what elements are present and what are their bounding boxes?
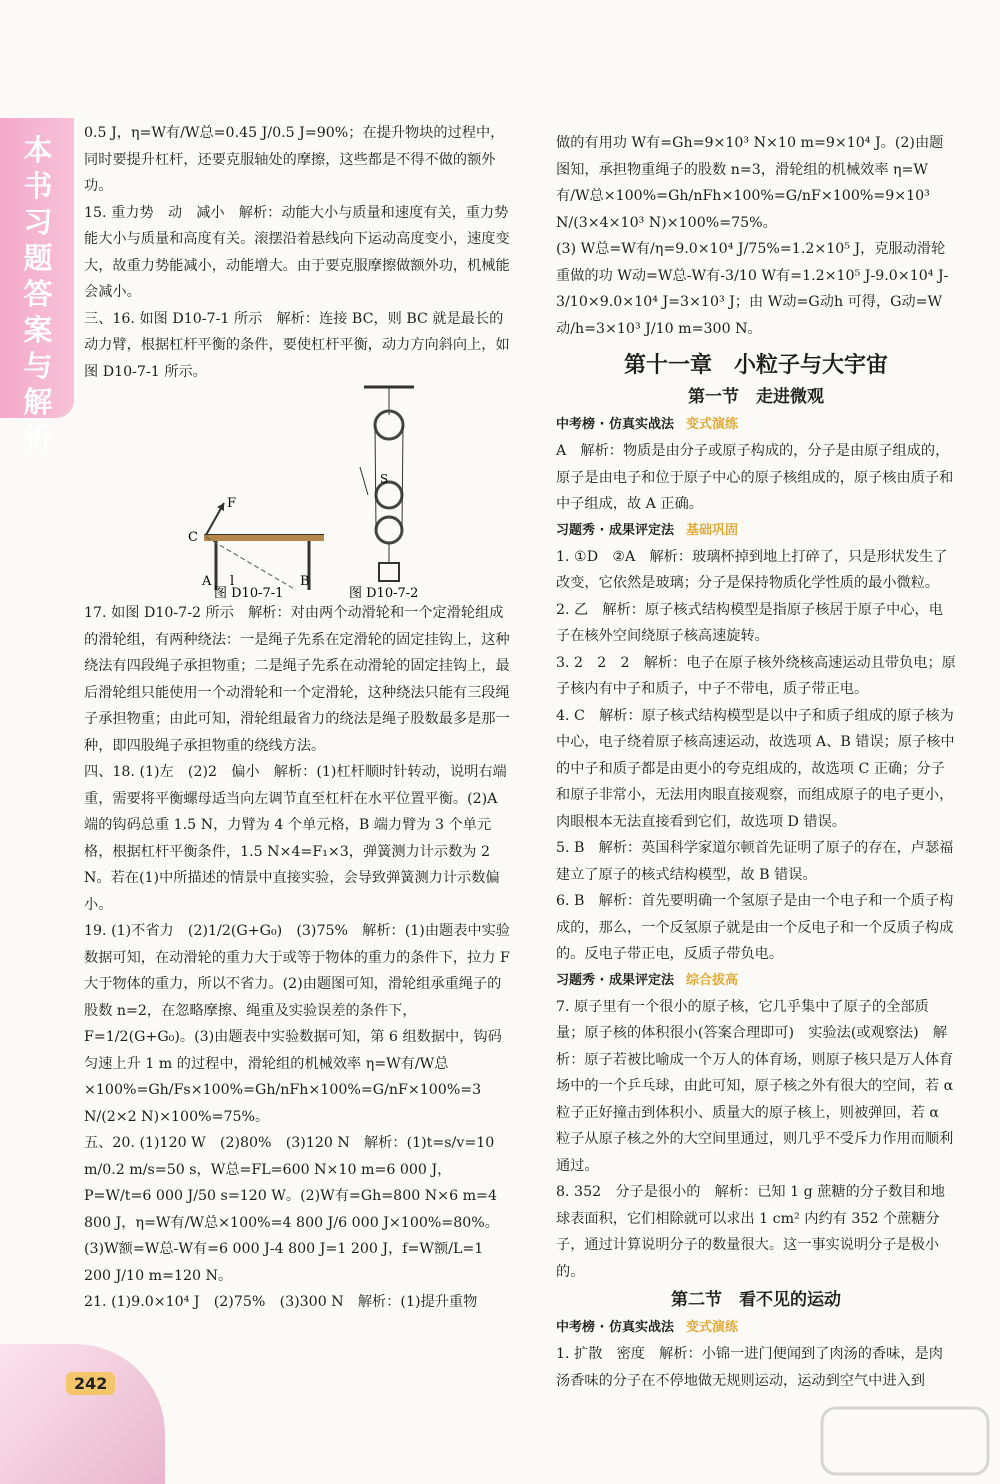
side-tab-label: 本书习题答案与解析 [23, 133, 53, 455]
answer-21: 21. (1)9.0×10⁴ J (2)75% (3)300 N 解析：(1)提升重物 [84, 1294, 478, 1310]
label-text: 中考榜 · 仿真实战法 [556, 1320, 674, 1335]
label-l: l [230, 574, 235, 589]
label-zhongkao-2 [556, 1315, 956, 1341]
fig1-caption: 图 D10-7-1 [214, 586, 284, 600]
answer-20: 五、20. (1)120 W (2)80% (3)120 N 解析：(1)t=s/v=10 m/0.2 m/s=50 s，W总=FL=600 N×10 m=6 000 J，P=W/t=6 000 J/50 s=120 W。(2)W有=Gh=800 N×6 m=4 800 J，η=W有/W总×100%=4 800 J/6 000 J×100%=80%。(3)W额=W总-W有=6 000 J-4 800 J=1 200 J，f=W额/L=1 200 J/10 m=120 N。 [84, 1135, 499, 1284]
label-zhongkao [556, 412, 956, 438]
answer-21-part3: (3) W总=W有/η=9.0×10⁴ J/75%=1.2×10⁵ J，克服动滑轮重做的功 W动=W总-W有-3/10 W有=1.2×10⁵ J-9.0×10⁴ J-3/10×9.0×10⁴ J=3×10³ J；由 W动=G动h 可得，G动=W动/h=3×10³ J/10 m=300 N。 [556, 241, 949, 337]
answer-15: 15. 重力势 动 减小 解析：动能大小与质量和速度有关，重力势能大小与质量和高度有关。滚摆沿着悬线向下运动高度变小，速度变大，故重力势能减小，动能增大。由于要克服摩擦做额外功，机械能会减小。 [84, 204, 510, 300]
answer-para: 0.5 J，η=W有/W总=0.45 J/0.5 J=90%；在提升物块的过程中，同时要提升杠杆，还要克服轴处的摩擦，这些都是不得不做的额外功。 [84, 125, 505, 194]
answer-19: 19. (1)不省力 (2)1/2(G+G₀) (3)75% 解析：(1)由题表中实验数据可知，在动滑轮的重力大于或等于物体的重力的条件下，拉力 F 大于物体的重力，所以不省力。(2)由题图可知，滑轮组承重绳子的股数 n=2，在忽略摩擦、绳重及实验误差的条件下，F=1/2(G+G₀)。(3)由题表中实验数据可知，第 6 组数据中，钩码匀速上升 1 m 的过程中，滑轮组的机械效率 η=W有/W总×100%=Gh/Fs×100%=Gh/nFh×100%=G/nF×100%=3 N/(2×2 N)×100%=75%。 [84, 923, 510, 1125]
tag-text: 综合拔高 [686, 972, 739, 988]
s1-item: 2. 乙 解析：原子核式结构模型是指原子核居于原子中心，电子在核外空间绕原子核高速旋转。 [556, 601, 943, 644]
left-column [84, 120, 514, 1316]
s1-item: 5. B 解析：英国科学家道尔顿首先证明了原子的存在，卢瑟福建立了原子的核式结构模型，故 B 错误。 [556, 840, 954, 883]
section1-title: 第一节 走进微观 [688, 387, 824, 407]
label-S: S [380, 472, 389, 486]
s1-item: 6. B 解析：首先要明确一个氢原子是由一个电子和一个质子构成的，那么，一个反氢原子就是由一个反电子和一个反质子构成的。反电子带正电，反质子带负电。 [556, 893, 954, 962]
figures-svg [84, 385, 514, 600]
label-C: C [188, 530, 198, 545]
answer-16: 三、16. 如图 D10-7-1 所示 解析：连接 BC，则 BC 就是最长的动力臂，根据杠杆平衡的条件，要使杠杆平衡，动力方向斜向上，如图 D10-7-1 所示。 [84, 310, 510, 380]
chapter-title: 第十一章 小粒子与大宇宙 [623, 353, 888, 378]
tag-text: 变式演练 [686, 417, 739, 432]
tag-text: 变式演练 [686, 1320, 739, 1335]
s1-item: 4. C 解析：原子核式结构模型是以中子和质子组成的原子核为中心，电子绕着原子核高速运动，故选项 A、B 错误；原子核中的中子和质子都是由更小的夸克组成的，故选项 C 正确；分子和原子非常小，无法用肉眼直接观察，而组成原子的电子更小，肉眼根本无法直接看到它们，故选项 D 错误。 [556, 707, 955, 830]
page-number: 242 [66, 1372, 115, 1395]
side-tab [0, 118, 74, 455]
s1-variant: A 解析：物质是由分子或原子构成的，分子是由原子组成的，原子是由电子和位于原子中心的原子核组成的，原子核由质子和中子组成，故 A 正确。 [556, 443, 954, 512]
label-A: A [202, 574, 212, 589]
label-text: 习题秀 · 成果评定法 [556, 972, 674, 988]
label-xitixiu [556, 518, 956, 544]
label-xitixiu-2 [556, 968, 956, 994]
label-text: 中考榜 · 仿真实战法 [556, 417, 674, 432]
label-F: F [227, 496, 237, 511]
answer-18: 四、18. (1)左 (2)2 偏小 解析：(1)杠杆顺时针转动，说明右端重，需要将平衡螺母适当向左调节直至杠杆在水平位置平衡。(2)A 端的钩码总重 1.5 N，力臂为 4 个单元格，B 端力臂为 3 个单元格，根据杠杆平衡条件，1.5 N×4=F₁×3，弹簧测力计示数为 2 N。若在(1)中所描述的情景中直接实验，会导致弹簧测力计示数偏小。 [84, 764, 507, 913]
watermark-logo [820, 1406, 990, 1476]
s1-item: 3. 2 2 2 解析：电子在原子核外绕核高速运动且带负电；原子核内有中子和质子，中子不带电，质子带正电。 [556, 654, 956, 697]
s1-item: 1. ①D ②A 解析：玻璃杯掉到地上打碎了，只是形状发生了改变，它依然是玻璃；分子是保持物质化学性质的最小微粒。 [556, 548, 948, 591]
answer-17: 17. 如图 D10-7-2 所示 解析：对由两个动滑轮和一个定滑轮组成的滑轮组，有两种绕法：一是绳子先系在定滑轮的固定挂钩上，这种绕法有四段绳子承担物重；二是绳子先系在动滑轮的固定挂钩上，最后滑轮组只能使用一个动滑轮和一个定滑轮，这种绕法只能有三段绳子承担物重；由此可知，滑轮组最省力的绕法是绳子股数最多是那一种，即四股绳子承担物重的绕线方法。 [84, 605, 510, 754]
label-B: B [300, 574, 310, 589]
label-text: 习题秀 · 成果评定法 [556, 522, 674, 538]
fig2-caption: 图 D10-7-2 [349, 586, 419, 600]
s2-item: 1. 扩散 密度 解析：小锦一进门便闻到了肉汤的香味，是肉汤香味的分子在不停地做无规则运动，运动到空气中进入到 [556, 1346, 943, 1389]
tag-text: 基础巩固 [686, 522, 739, 538]
section2-title: 第二节 看不见的运动 [671, 1290, 841, 1310]
s1-item: 7. 原子里有一个很小的原子核，它几乎集中了原子的全部质量；原子核的体积很小(答案合理即可) 实验法(或观察法) 解析：原子若被比喻成一个万人的体育场，则原子核只是万人体育场中的一个乒乓球，由此可知，原子核之外有很大的空间，若 α 粒子正好撞击到体积小、质量大的原子核上，则被弹回，若 α 粒子从原子核之外的大空间里通过，则几乎不受斥力作用而顺利通过。 [556, 998, 954, 1174]
figures-row [84, 385, 514, 600]
s1-item: 8. 352 分子是很小的 解析：已知 1 g 蔗糖的分子数目和地球表面积，它们相除就可以求出 1 cm² 内约有 352 个蔗糖分子，通过计算说明分子的数量很大。这一事实说明分子是极小的。 [556, 1184, 945, 1280]
answer-21-cont: 做的有用功 W有=Gh=9×10³ N×10 m=9×10⁴ J。(2)由题图知，承担物重绳子的股数 n=3，滑轮组的机械效率 η=W有/W总×100%=Gh/nFh×100%=G/nF×100%=9×10³ N/(3×4×10³ N)×100%=75%。 [556, 135, 944, 231]
corner-decoration [0, 1344, 165, 1484]
right-column [556, 130, 956, 1394]
